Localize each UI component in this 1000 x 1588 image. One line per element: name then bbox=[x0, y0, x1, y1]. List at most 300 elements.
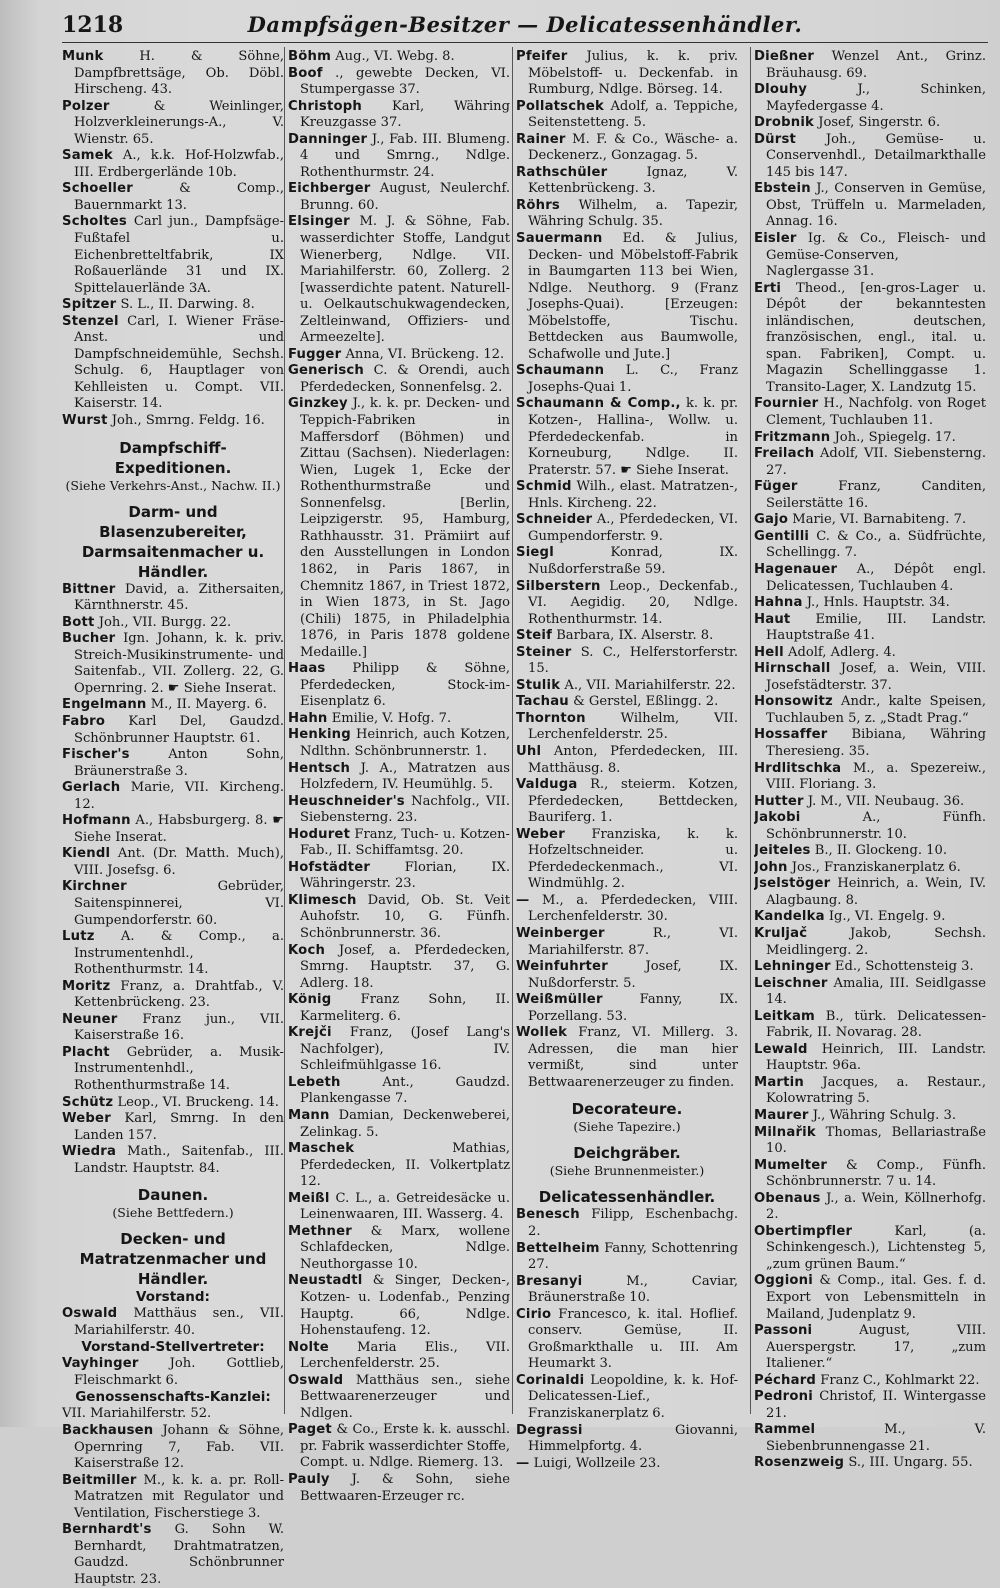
entry-details: M., II. Mayerg. 6. bbox=[150, 697, 268, 713]
section-heading: Daunen. bbox=[137, 1186, 209, 1205]
section-heading: Darm- und Blasenzubereiter, Darmsaitenmacher u. Händler. bbox=[81, 502, 265, 581]
entry-details: Bibiana, Währing Theresieng. 35. bbox=[766, 727, 986, 759]
entry-details: Giovanni, Himmelpfortg. 4. bbox=[528, 1422, 738, 1455]
entry-details: S., III. Ungarg. 55. bbox=[848, 1455, 973, 1471]
entry-details: Ig. & Co., Fleisch- und Gemüse-Conserven, Naglergasse 31. bbox=[766, 231, 986, 280]
entry-name: Hutter bbox=[754, 793, 804, 809]
entry-details: Emilie, III. Landstr. Hauptstraße 41. bbox=[766, 611, 986, 644]
entry-details: Franz Sohn, II. Karmeliterg. 6. bbox=[300, 992, 510, 1024]
entry-name: Röhrs bbox=[516, 197, 560, 213]
entry-details: Karl, (a. Schinkengesch.), Lichtensteg 5, „zum grünen Baum.“ bbox=[766, 1223, 986, 1272]
entry-details: Barbara, IX. Alserstr. 8. bbox=[556, 628, 714, 644]
entry-name: Rosenzweig bbox=[754, 1455, 845, 1471]
entry-details: S. L., II. Darwing. 8. bbox=[120, 297, 255, 313]
entry-details: Heinrich, III. Landstr. Hauptstr. 96a. bbox=[766, 1041, 986, 1074]
entry-details: M. J. & Söhne, Fab. wasserdichter Stoffe, Landgut Wienerberg, Ndlge. VII. Mariahilferstr. 60, Zollerg. 2 [wasserdichte patent. Naturell- u. Oelkautschukwagendecken, Zeltleinwand, Offiziers- und Armeezelte]. bbox=[300, 214, 510, 346]
entry-name: Pedroni bbox=[754, 1389, 813, 1405]
entry-name: Gerlach bbox=[62, 780, 121, 796]
entry-name: Leischner bbox=[754, 975, 828, 991]
entry-name: Martin bbox=[754, 1074, 804, 1090]
entry-name: Kirchner bbox=[62, 879, 127, 895]
entry-details: Ant. (Dr. Matth. Much), VIII. Josefsg. 6. bbox=[74, 846, 284, 878]
entry-name: Placht bbox=[62, 1044, 110, 1060]
column-rule bbox=[284, 47, 285, 1414]
entry-details: Filipp, Eschenbachg. 2. bbox=[528, 1207, 738, 1239]
entry-details: M. F. & Co., Wäsche- a. Deckenerz., Gonzagag. 5. bbox=[528, 131, 738, 164]
entry-name: Tachau bbox=[516, 694, 569, 710]
entry-details: Johann & Söhne, Opernring 7, Fab. VII. Kaiserstraße 12. bbox=[74, 1423, 284, 1472]
directory-entry bbox=[288, 1025, 510, 1075]
directory-entry bbox=[62, 697, 284, 714]
directory-entry bbox=[62, 297, 284, 314]
entry-details: A., Habsburgerg. 8. ☛ Siehe Inserat. bbox=[74, 813, 284, 845]
column-rule bbox=[750, 47, 751, 1414]
entry-name: Wurst bbox=[62, 413, 108, 429]
directory-entry bbox=[754, 860, 986, 877]
directory-entry bbox=[754, 959, 986, 976]
entry-name: Schaumann bbox=[516, 363, 605, 379]
directory-entry bbox=[516, 545, 738, 578]
entry-details: Franz, (Josef Lang's Nachfolger), IV. Schleifmühlgasse 16. bbox=[300, 1025, 510, 1074]
entry-name: Oggioni bbox=[754, 1273, 813, 1289]
entry-name: Fritzmann bbox=[754, 429, 831, 445]
directory-entry bbox=[288, 1075, 510, 1108]
directory-entry bbox=[62, 879, 284, 929]
entry-name: Hell bbox=[754, 644, 784, 660]
directory-entry bbox=[62, 148, 284, 181]
entry-name: Siegl bbox=[516, 545, 554, 561]
directory-entry bbox=[754, 694, 986, 727]
entry-name: Ginzkey bbox=[288, 396, 348, 412]
entry-details: Karl, Smrng. In den Landen 157. bbox=[74, 1111, 284, 1143]
directory-entry bbox=[288, 363, 510, 396]
entry-details: Franz, VI. Millerg. 3. Adressen, die man hier vermißt, sind unter Bettwaarenerzeuger zu finden. bbox=[528, 1025, 738, 1090]
entry-name: Erti bbox=[754, 280, 782, 296]
entry-name: Obenaus bbox=[754, 1190, 821, 1206]
entry-name: Dlouhy bbox=[754, 82, 808, 98]
directory-entry bbox=[288, 1191, 510, 1224]
entry-name: Hentsch bbox=[288, 760, 351, 776]
directory-entry bbox=[516, 165, 738, 198]
directory-entry bbox=[62, 1111, 284, 1144]
column-rule bbox=[512, 47, 513, 1414]
entry-details: Josef, a. Pferdedecken, Smrng. Hauptstr. 37, G. Adlerg. 18. bbox=[300, 942, 510, 991]
directory-entry bbox=[754, 926, 986, 959]
directory-entry bbox=[62, 1406, 284, 1423]
directory-entry bbox=[516, 198, 738, 231]
entry-details: Leopoldine, k. k. Hof-Delicatessen-Lief., Franziskanerplatz 6. bbox=[528, 1372, 738, 1422]
directory-entry bbox=[754, 49, 986, 82]
entry-name: Spitzer bbox=[62, 297, 117, 313]
entry-details: Philipp & Söhne, Pferdedecken, Stock-im-Eisenplatz 6. bbox=[300, 661, 510, 710]
entry-name: Steif bbox=[516, 628, 553, 644]
entry-details: C. L., a. Getreidesäcke u. Leinenwaaren, III. Wasserg. 4. bbox=[300, 1190, 510, 1223]
directory-entry bbox=[62, 615, 284, 632]
directory-entry bbox=[754, 595, 986, 612]
entry-name: Dürst bbox=[754, 131, 796, 147]
entry-name: Benesch bbox=[516, 1207, 580, 1223]
entry-details: J., Hnls. Hauptstr. 34. bbox=[806, 595, 950, 611]
directory-entry bbox=[288, 1373, 510, 1423]
entry-name: Neustadtl bbox=[288, 1273, 363, 1289]
entry-details: M., V. Siebenbrunnengasse 21. bbox=[766, 1422, 986, 1454]
directory-entry bbox=[288, 893, 510, 943]
directory-entry bbox=[754, 430, 986, 447]
directory-entry bbox=[288, 1141, 510, 1191]
directory-entry bbox=[754, 761, 986, 794]
entry-details: ., gewebte Decken, VI. Stumpergasse 37. bbox=[300, 65, 510, 98]
entry-details: Ed. & Julius, Decken- und Möbelstoff-Fabrik in Baumgarten 113 bei Wien, Ndlge. Neuthorg. 9 (Franz Josephs-Quai). [Erzeugen: Möbelstoffe, Tischu. Bettdecken aus Baumwolle, Schafwolle und Jute.] bbox=[528, 231, 738, 362]
directory-entry bbox=[62, 846, 284, 879]
entry-details: Franz jun., VII. Kaiserstraße 16. bbox=[74, 1011, 284, 1044]
entry-details: Gebrüder, a. Musik-Instrumentenhdl., Rothenthurmstraße 14. bbox=[74, 1044, 284, 1093]
entry-details: M., Caviar, Bräunerstraße 10. bbox=[528, 1273, 738, 1306]
entry-name: Kandelka bbox=[754, 909, 825, 925]
page-header bbox=[62, 8, 988, 43]
directory-entry bbox=[754, 1323, 986, 1373]
entry-name: John bbox=[754, 859, 788, 875]
directory-entry bbox=[754, 1422, 986, 1455]
section-heading: Dampfschiff-Expeditionen. bbox=[114, 438, 232, 477]
entry-details: A., Dépôt engl. Delicatessen, Tuchlauben 4. bbox=[766, 561, 986, 594]
section-heading: Delicatessenhändler. bbox=[538, 1188, 716, 1207]
entry-details: & Comp., Bauernmarkt 13. bbox=[74, 181, 284, 213]
entry-details: Marie, VII. Kircheng. 12. bbox=[74, 780, 284, 812]
entry-details: Franz C., Kohlmarkt 22. bbox=[820, 1372, 980, 1388]
entry-name: Samek bbox=[62, 148, 113, 164]
directory-entry bbox=[62, 1144, 284, 1177]
entry-name: Hossaffer bbox=[754, 727, 828, 743]
entry-details: J. A., Matratzen aus Holzfedern, IV. Heumühlg. 5. bbox=[300, 760, 510, 793]
directory-entry bbox=[516, 959, 738, 992]
directory-entry bbox=[62, 1356, 284, 1389]
entry-details: David, Ob. St. Veit Auhofstr. 10, G. Fünfh. Schönbrunnerstr. 36. bbox=[300, 892, 510, 941]
entry-name: Bott bbox=[62, 614, 95, 630]
entry-name: Kiendl bbox=[62, 846, 111, 862]
entry-details: Ignaz, V. Kettenbrückeng. 3. bbox=[528, 164, 738, 197]
entry-name: Rathschüler bbox=[516, 164, 608, 180]
entry-name: Dießner bbox=[754, 49, 815, 64]
directory-entry bbox=[754, 810, 986, 843]
entry-name: Péchard bbox=[754, 1372, 817, 1388]
directory-entry bbox=[754, 976, 986, 1009]
entry-details: J., Schinken, Mayfedergasse 4. bbox=[766, 82, 986, 114]
directory-entry bbox=[754, 281, 986, 397]
entry-name: Backhausen bbox=[62, 1423, 154, 1438]
entry-details: B., II. Glockeng. 10. bbox=[814, 843, 948, 859]
entry-details: Fanny, IX. Porzellang. 53. bbox=[528, 992, 738, 1024]
directory-entry bbox=[754, 1009, 986, 1042]
directory-entry bbox=[516, 926, 738, 959]
entry-name: Polzer bbox=[62, 98, 110, 114]
directory-entry bbox=[288, 49, 510, 66]
entry-details: Carl jun., Dampfsäge-Fußtafel u. Eichenbretteltfabrik, IX Roßauerlände 31 und IX. Spittelauerlände 3A. bbox=[74, 214, 284, 296]
entry-details: Anna, VI. Brückeng. 12. bbox=[345, 346, 505, 362]
entry-details: & Gerstel, Eßlingg. 2. bbox=[573, 694, 719, 710]
entry-name: Meißl bbox=[288, 1190, 330, 1206]
entry-details: C. & Co., a. Südfrüchte, Schellingg. 7. bbox=[766, 528, 986, 561]
entry-details: J., Fab. III. Blumeng. 4 und Smrng., Ndlge. Rothenthurmstr. 24. bbox=[300, 131, 510, 180]
entry-name: Pfeifer bbox=[516, 49, 568, 64]
directory-entry bbox=[516, 893, 738, 926]
directory-entry bbox=[62, 314, 284, 413]
entry-details: A., k.k. Hof-Holzwfab., III. Erdbergerlände 10b. bbox=[74, 148, 284, 180]
entry-name: Eichberger bbox=[288, 181, 371, 197]
entry-name: Lewald bbox=[754, 1041, 808, 1057]
directory-entry bbox=[62, 582, 284, 615]
entry-name: Scholtes bbox=[62, 214, 127, 230]
directory-entry bbox=[62, 747, 284, 780]
directory-entry bbox=[516, 579, 738, 629]
directory-entry bbox=[754, 661, 986, 694]
entry-details: Wilhelm, a. Tapezir, Währing Schulg. 35. bbox=[528, 197, 738, 230]
directory-entry bbox=[62, 780, 284, 813]
entry-name: Weber bbox=[516, 826, 565, 842]
directory-entry bbox=[516, 1274, 738, 1307]
entry-details: J., a. Wein, Köllnerhofg. 2. bbox=[766, 1190, 986, 1223]
entry-details: L. C., Franz Josephs-Quai 1. bbox=[528, 363, 738, 395]
entry-details: Ant., Gaudzd. Plankengasse 7. bbox=[300, 1074, 510, 1107]
directory-entry bbox=[516, 744, 738, 777]
directory-entry bbox=[288, 661, 510, 711]
entry-name: Haut bbox=[754, 611, 791, 627]
directory-entry bbox=[754, 645, 986, 662]
entry-details: Nachfolg., VII. Siebensterng. 23. bbox=[300, 793, 510, 826]
entry-details: Luigi, Wollzeile 23. bbox=[533, 1455, 661, 1471]
entry-name: Bucher bbox=[62, 631, 116, 647]
entry-details: Leop., Deckenfab., VI. Aegidig. 20, Ndlge. Rothenthurmstr. 14. bbox=[528, 578, 738, 627]
directory-entry bbox=[516, 99, 738, 132]
directory-entry bbox=[62, 714, 284, 747]
entry-details: Julius, k. k. priv. Möbelstoff- u. Deckenfab. in Rumburg, Ndlge. Börseg. 14. bbox=[528, 49, 738, 98]
directory-entry bbox=[288, 132, 510, 182]
entry-details: Joh., Smrng. Feldg. 16. bbox=[111, 413, 265, 429]
entry-details: Andr., kalte Speisen, Tuchlauben 5, z. „Stadt Prag.“ bbox=[766, 694, 986, 726]
entry-details: Amalia, III. Seidlgasse 14. bbox=[766, 975, 986, 1008]
directory-entry bbox=[516, 231, 738, 363]
entry-details: Christof, II. Wintergasse 21. bbox=[766, 1389, 986, 1421]
entry-details: Thomas, Bellariastraße 10. bbox=[766, 1124, 986, 1157]
entry-details: Anton Sohn, Bräunerstraße 3. bbox=[74, 747, 284, 779]
entry-name: Schneider bbox=[516, 512, 593, 528]
directory-entry bbox=[516, 1373, 738, 1423]
entry-details: Anton, Pferdedecken, III. Matthäusg. 8. bbox=[528, 743, 738, 776]
entry-name: Henking bbox=[288, 727, 351, 743]
directory-entry bbox=[288, 727, 510, 760]
entry-name: Füger bbox=[754, 479, 798, 495]
entry-details: Jakob, Sechsh. Meidlingerg. 2. bbox=[766, 925, 986, 958]
entry-name: Lebeth bbox=[288, 1074, 341, 1090]
cross-reference: (Siehe Brunnenmeister.) bbox=[549, 1163, 705, 1179]
directory-entry bbox=[516, 1207, 738, 1240]
entry-name: Bettelheim bbox=[516, 1240, 600, 1256]
directory-entry bbox=[288, 860, 510, 893]
directory-entry bbox=[754, 1108, 986, 1125]
entry-details: Franz, Tuch- u. Kotzen-Fab., II. Schiffamtsg. 20. bbox=[300, 826, 510, 859]
directory-entry bbox=[62, 631, 284, 697]
entry-details: Joh., Spiegelg. 17. bbox=[834, 429, 956, 445]
entry-details: Joh., Gemüse- u. Conservenhdl., Detailmarkthalle 145 bis 147. bbox=[766, 131, 986, 180]
entry-details: R., steierm. Kotzen, Pferdedecken, Bettdecken, Bauriferg. 1. bbox=[528, 777, 738, 826]
cross-reference: (Siehe Verkehrs-Anst., Nachw. II.) bbox=[65, 477, 281, 493]
entry-name: Eisler bbox=[754, 231, 797, 247]
entry-details: & Co., Erste k. k. ausschl. pr. Fabrik wasserdichter Stoffe, Compt. u. Ndlge. Riemerg. 13. bbox=[300, 1422, 510, 1471]
entry-name: Hofstädter bbox=[288, 859, 371, 875]
entry-name: Oswald bbox=[288, 1372, 344, 1388]
directory-entry bbox=[62, 1473, 284, 1523]
entry-details: M., a. Pferdedecken, VIII. Lerchenfelderstr. 30. bbox=[528, 892, 738, 925]
entry-details: A. & Comp., a. Instrumentenhdl., Rothenthurmstr. 14. bbox=[74, 929, 284, 978]
entry-details: Matthäus sen., siehe Bettwaarenerzeuger und Ndlgen. bbox=[300, 1372, 510, 1421]
directory-entry bbox=[62, 813, 284, 846]
entry-name: Krejči bbox=[288, 1025, 332, 1041]
entry-name: Boof bbox=[288, 65, 323, 81]
entry-details: Florian, IX. Währingerstr. 23. bbox=[300, 859, 510, 892]
entry-details: Josef, IX. Nußdorferstr. 5. bbox=[528, 959, 738, 991]
directory-entry bbox=[288, 992, 510, 1025]
entry-name: Fugger bbox=[288, 346, 342, 362]
directory-entry bbox=[288, 1273, 510, 1339]
entry-details: Mathias, Pferdedecken, II. Volkertplatz 12. bbox=[300, 1141, 510, 1190]
entry-name: Schmid bbox=[516, 479, 572, 495]
column-4 bbox=[754, 49, 986, 1472]
entry-name: — bbox=[516, 1455, 530, 1471]
entry-name: Wiedra bbox=[62, 1144, 117, 1160]
entry-name: Drobnik bbox=[754, 115, 815, 131]
directory-entry bbox=[754, 876, 986, 909]
entry-name: Generisch bbox=[288, 363, 364, 379]
entry-details: Matthäus sen., VII. Mariahilferstr. 40. bbox=[74, 1306, 284, 1338]
directory-entry bbox=[516, 1307, 738, 1373]
subsection-heading: Genossenschafts-Kanzlei: bbox=[75, 1389, 271, 1406]
entry-details: Leop., VI. Bruckeng. 14. bbox=[117, 1094, 279, 1110]
entry-name: Wollek bbox=[516, 1025, 568, 1041]
entry-details: Franz, Canditen, Seilerstätte 16. bbox=[766, 479, 986, 511]
entry-name: Mumelter bbox=[754, 1157, 828, 1173]
entry-name: Koch bbox=[288, 942, 326, 958]
entry-name: Gentilli bbox=[754, 528, 810, 544]
directory-entry bbox=[754, 115, 986, 132]
entry-details: & Comp., Fünfh. Schönbrunnerstr. 7 u. 14. bbox=[766, 1157, 986, 1190]
entry-details: Wenzel Ant., Grinz. Bräuhausg. 69. bbox=[766, 49, 986, 81]
entry-name: Heuschneider's bbox=[288, 793, 405, 809]
entry-details: A., Fünfh. Schönbrunnerstr. 10. bbox=[766, 810, 986, 842]
entry-details: Adolf, VII. Siebensterng. 27. bbox=[766, 446, 986, 478]
entry-name: Pollatschek bbox=[516, 98, 604, 114]
directory-entry bbox=[754, 512, 986, 529]
directory-entry bbox=[516, 49, 738, 99]
directory-entry bbox=[288, 347, 510, 364]
entry-details: Adolf, a. Teppiche, Seitenstetteng. 5. bbox=[528, 98, 738, 131]
directory-entry bbox=[288, 396, 510, 661]
entry-details: Emilie, V. Hofg. 7. bbox=[331, 710, 452, 726]
directory-entry bbox=[516, 777, 738, 827]
directory-entry bbox=[754, 562, 986, 595]
entry-details: Franz, a. Drahtfab., V. Kettenbrückeng. 23. bbox=[74, 978, 284, 1011]
entry-details: Franziska, k. k. Hofzeltschneider. u. Pferdedeckenmach., VI. Windmühlg. 2. bbox=[528, 826, 738, 892]
entry-details: Adolf, Adlerg. 4. bbox=[788, 644, 896, 660]
directory-entry bbox=[288, 943, 510, 993]
entry-name: Milnařik bbox=[754, 1124, 816, 1140]
directory-entry bbox=[754, 1224, 986, 1274]
entry-details: & Singer, Decken-, Kotzen- u. Lodenfab., Penzing Hauptg. 66, Ndlge. Hohenstaufeng. 12. bbox=[300, 1273, 510, 1339]
directory-entry bbox=[62, 49, 284, 99]
entry-name: Beitmiller bbox=[62, 1472, 137, 1488]
entry-name: Maschek bbox=[288, 1141, 355, 1157]
entry-name: Hahn bbox=[288, 710, 328, 726]
entry-name: Corinaldi bbox=[516, 1372, 585, 1388]
entry-details: Wilhelm, VII. Lerchenfelderstr. 25. bbox=[528, 710, 738, 743]
section-heading: Decorateure. bbox=[571, 1100, 683, 1119]
directory-entry bbox=[516, 363, 738, 396]
entry-name: Fabro bbox=[62, 713, 106, 729]
entry-name: Nolte bbox=[288, 1339, 329, 1355]
entry-name: Paget bbox=[288, 1422, 332, 1438]
entry-name: Sauermann bbox=[516, 231, 603, 247]
entry-details: Ign. Johann, k. k. priv. Streich-Musikinstrumente- und Saitenfab., VII. Zollerg. 22, G. Opernring. 2. ☛ Siehe Inserat. bbox=[74, 631, 284, 696]
entry-name: Maurer bbox=[754, 1108, 809, 1123]
entry-details: Jacques, a. Restaur., Kolowratring 5. bbox=[766, 1074, 986, 1107]
entry-name: Lutz bbox=[62, 929, 95, 945]
entry-name: Steiner bbox=[516, 644, 572, 660]
directory-entry bbox=[288, 761, 510, 794]
directory-entry bbox=[754, 843, 986, 860]
entry-details: J. & Sohn, siehe Bettwaaren-Erzeuger rc. bbox=[300, 1472, 510, 1504]
directory-entry bbox=[288, 711, 510, 728]
entry-name: — bbox=[516, 892, 530, 908]
directory-entry bbox=[754, 612, 986, 645]
directory-entry bbox=[62, 1423, 284, 1473]
directory-entry bbox=[754, 1373, 986, 1390]
directory-entry bbox=[516, 1241, 738, 1274]
directory-entry bbox=[516, 396, 738, 479]
directory-entry bbox=[516, 694, 738, 711]
entry-details: Maria Elis., VII. Lerchenfelderstr. 25. bbox=[300, 1339, 510, 1372]
page-number: 1218 bbox=[62, 12, 124, 38]
entry-details: Marie, VI. Barnabiteng. 7. bbox=[792, 512, 967, 528]
directory-entry bbox=[516, 628, 738, 645]
entry-name: Fournier bbox=[754, 396, 819, 412]
entry-details: Joh., VII. Burgg. 22. bbox=[98, 614, 232, 630]
entry-details: David, a. Zithersaiten, Kärnthnerstr. 45. bbox=[74, 581, 284, 614]
cross-reference: (Siehe Bettfedern.) bbox=[112, 1205, 234, 1221]
directory-entry bbox=[754, 1075, 986, 1108]
entry-name: Weißmüller bbox=[516, 992, 603, 1008]
directory-entry bbox=[754, 132, 986, 182]
directory-entry bbox=[516, 827, 738, 893]
entry-details: Math., Saitenfab., III. Landstr. Hauptstr. 84. bbox=[74, 1144, 284, 1176]
entry-name: Hagenauer bbox=[754, 561, 838, 577]
directory-entry bbox=[754, 446, 986, 479]
entry-name: Fischer's bbox=[62, 747, 130, 763]
directory-entry bbox=[62, 1045, 284, 1095]
entry-details: Theod., [en-gros-Lager u. Dépôt der bekanntesten inländischen, deutschen, französischen, engl., ital. u. span. Fabriken], Compt. u. Magazin Schellinggasse 1. Transito-Lager, X. Landzutg 15. bbox=[766, 280, 986, 395]
entry-details: Karl Del, Gaudzd. Schönbrunner Hauptstr. 61. bbox=[74, 713, 284, 746]
directory-entry bbox=[288, 1422, 510, 1472]
entry-details: A., Pferdedecken, VI. Gumpendorferstr. 9. bbox=[528, 512, 738, 544]
directory-entry bbox=[516, 1456, 738, 1473]
entry-details: Jos., Franziskanerplatz 6. bbox=[791, 859, 961, 875]
entry-name: Kruljač bbox=[754, 925, 808, 941]
directory-entry bbox=[62, 1012, 284, 1045]
directory-entry bbox=[288, 66, 510, 99]
entry-name: Leitkam bbox=[754, 1008, 815, 1024]
entry-name: Rammel bbox=[754, 1422, 816, 1438]
entry-name: Moritz bbox=[62, 978, 111, 994]
entry-name: Christoph bbox=[288, 98, 362, 114]
entry-name: Cirio bbox=[516, 1306, 552, 1322]
entry-name: Freilach bbox=[754, 446, 815, 462]
